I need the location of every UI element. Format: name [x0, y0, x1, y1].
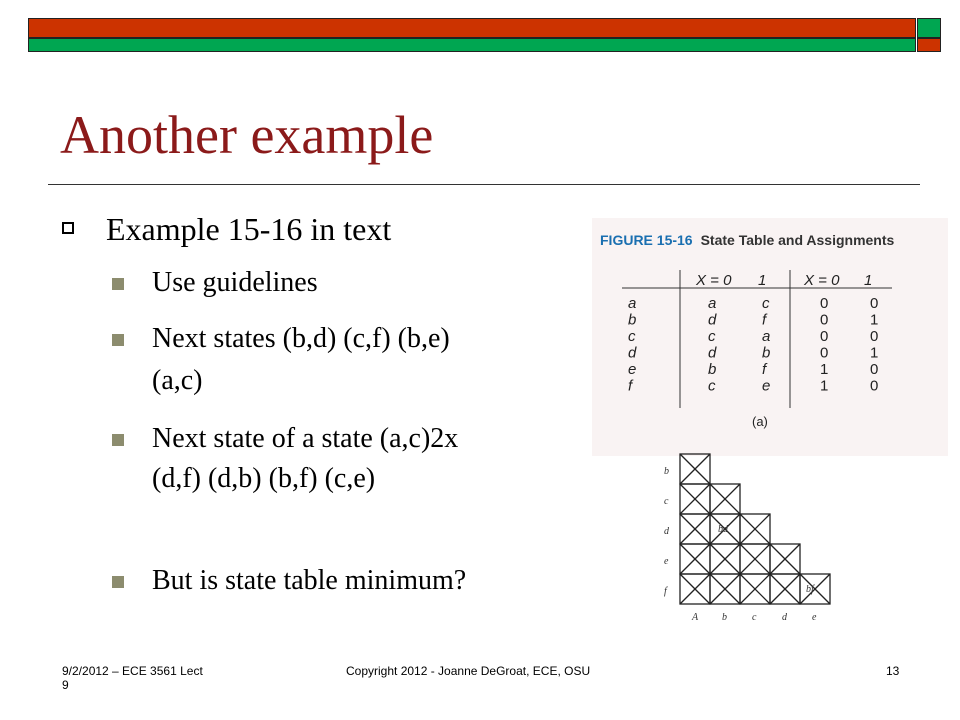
figure-sublabel: (a) [752, 414, 768, 429]
row-label: b [664, 466, 669, 477]
row-label: f [664, 586, 667, 597]
column-label: d [782, 612, 787, 623]
square-bullet-icon [112, 278, 124, 290]
table-cell-state: c [628, 328, 636, 345]
table-cell-z1: 0 [870, 377, 879, 395]
table-cell-z1: 1 [870, 344, 879, 362]
square-bullet-icon [112, 576, 124, 588]
header-bar-green [28, 38, 916, 52]
table-cell-z1: 0 [870, 328, 879, 345]
figure-number: FIGURE 15-16 [600, 232, 693, 248]
footer-date-line1: 9/2/2012 – ECE 3561 Lect [62, 664, 203, 678]
footer-copyright: Copyright 2012 - Joanne DeGroat, ECE, OSU [346, 664, 591, 678]
table-cell-n0: b [708, 361, 717, 378]
table-cell-z0: 1 [820, 361, 829, 378]
table-header: X = 0 [804, 272, 840, 289]
table-cell-state: f [628, 377, 633, 395]
table-cell-n1: a [762, 328, 771, 345]
column-label: A [692, 612, 699, 623]
table-cell-z1: 0 [870, 361, 879, 378]
table-cell-state: e [628, 361, 637, 378]
table-cell-n0: c [708, 377, 716, 395]
state-table-figure [592, 218, 948, 456]
table-header: X = 0 [696, 272, 732, 289]
hollow-square-bullet-icon [62, 222, 74, 234]
table-cell-state: b [628, 311, 637, 329]
table-cell-n1: c [762, 295, 770, 312]
table-cell-z0: 1 [820, 377, 829, 395]
footer-date [62, 664, 203, 692]
footer-date-line2: 9 [62, 678, 69, 692]
table-cell-n1: e [762, 377, 771, 395]
sub-bullet-text: But is state table minimum? [152, 565, 467, 596]
column-label: c [752, 612, 757, 623]
table-cell-z0: 0 [820, 311, 829, 329]
table-cell-n1: f [762, 311, 767, 329]
title-divider [48, 184, 920, 185]
header-bar-red [28, 18, 916, 38]
table-cell-z1: 0 [870, 295, 879, 312]
table-cell-state: d [628, 344, 637, 362]
table-cell-n1: b [762, 344, 771, 362]
slide-title: Another example [60, 105, 434, 165]
sub-bullet-text: Next state of a state (a,c)2x [152, 423, 459, 454]
column-label: b [722, 612, 727, 623]
cell-note: bd [718, 524, 728, 535]
table-cell-z1: 1 [870, 311, 879, 329]
row-label: e [664, 556, 669, 567]
header-square-green [917, 18, 941, 38]
table-header: 1 [758, 272, 767, 289]
footer-page-number: 13 [886, 664, 900, 678]
cell-note: bf [806, 584, 814, 595]
header-square-red [917, 38, 941, 52]
column-label: e [812, 612, 817, 623]
bullet-main-text: Example 15-16 in text [106, 211, 392, 247]
sub-bullet-text: Use guidelines [152, 267, 318, 298]
table-cell-n0: c [708, 328, 716, 345]
table-cell-z0: 0 [820, 328, 829, 345]
square-bullet-icon [112, 334, 124, 346]
row-label: c [664, 496, 669, 507]
table-cell-n0: d [708, 311, 717, 329]
table-cell-state: a [628, 295, 637, 312]
table-cell-n0: a [708, 295, 717, 312]
sub-bullet-text: Next states (b,d) (c,f) (b,e) [152, 323, 450, 354]
table-cell-n1: f [762, 361, 767, 378]
state-table-svg [592, 218, 948, 456]
square-bullet-icon [112, 434, 124, 446]
table-header: 1 [864, 272, 873, 289]
table-cell-z0: 0 [820, 344, 829, 362]
row-label: d [664, 526, 669, 537]
sub-bullet-text: (a,c) [152, 365, 203, 396]
implication-chart [650, 452, 850, 638]
figure-caption-text: State Table and Assignments [700, 232, 895, 248]
table-cell-z0: 0 [820, 295, 829, 312]
table-cell-n0: d [708, 344, 717, 362]
sub-bullet-text: (d,f) (d,b) (b,f) (c,e) [152, 463, 376, 494]
